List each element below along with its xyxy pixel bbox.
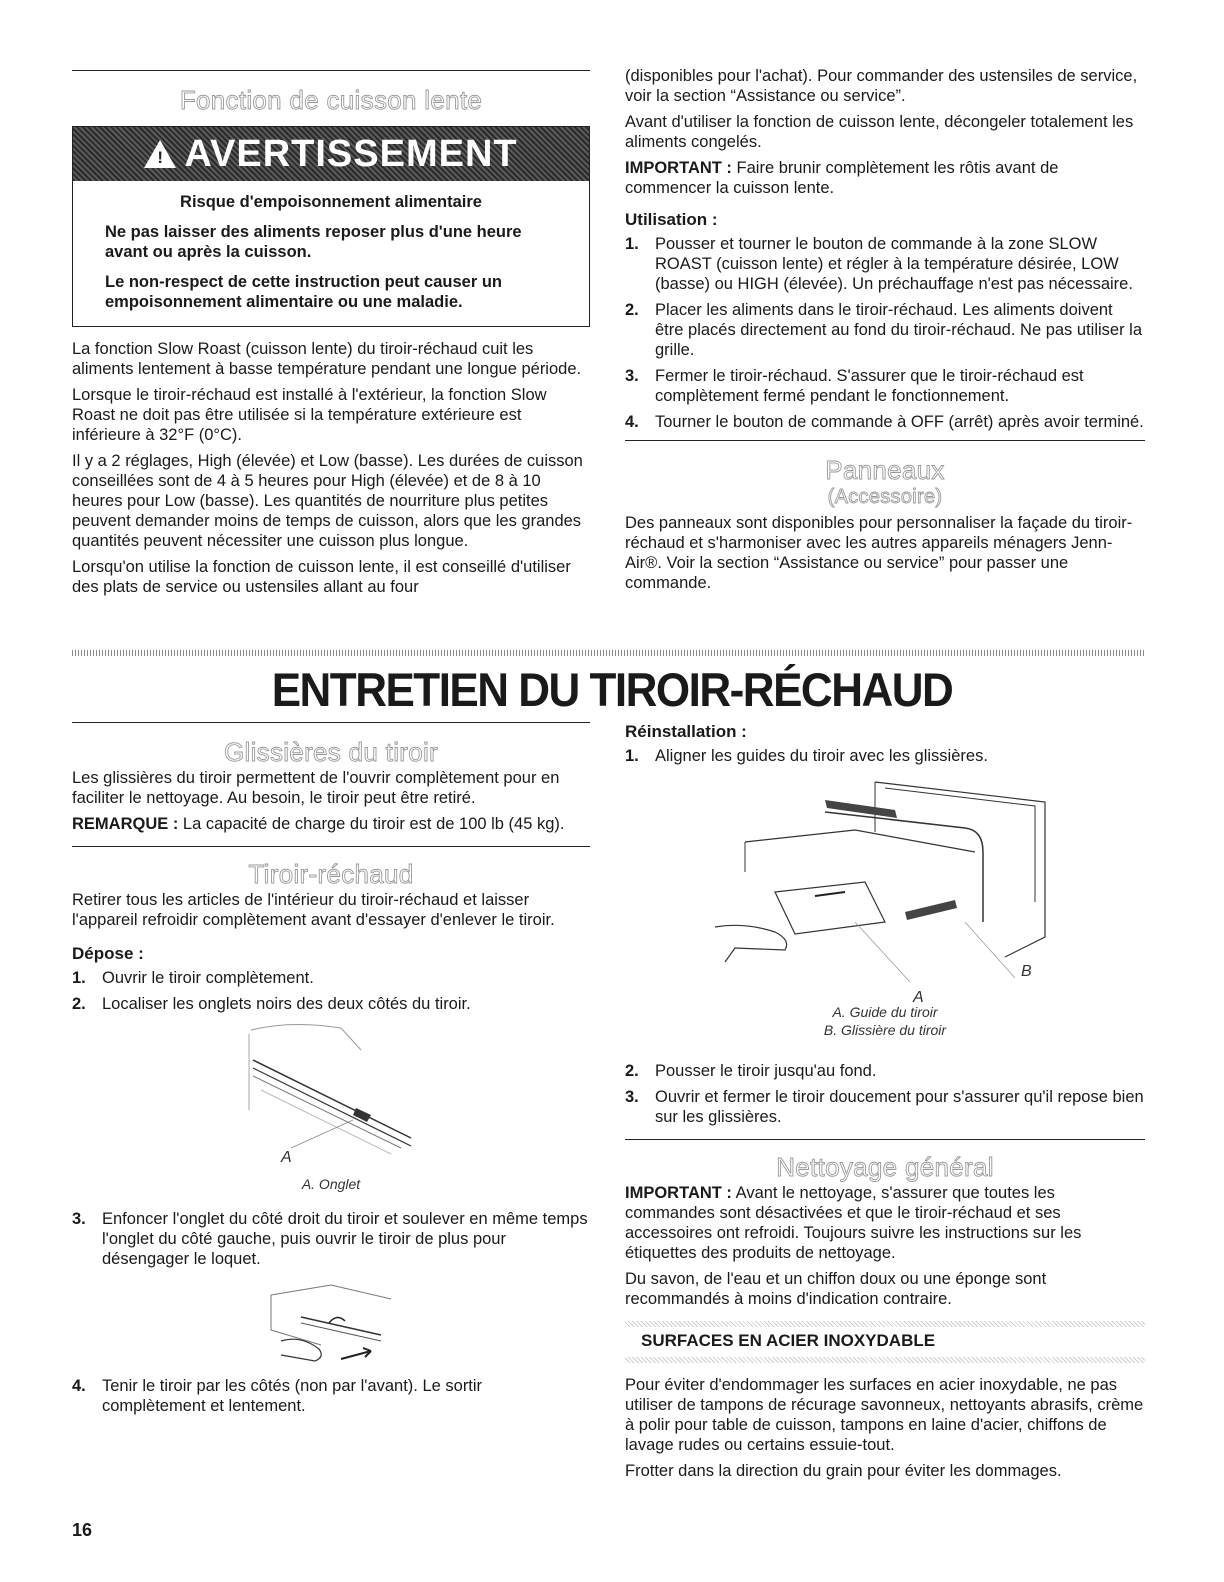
reinstall-figure xyxy=(625,772,1145,1039)
list-item: 2. Placer les aliments dans le tiroir-réchaud. Les aliments doivent être placés directement au fond du tiroir-réchaud. Ne pas utiliser la grille. xyxy=(625,301,1142,359)
reinstallation-steps xyxy=(625,746,1145,766)
figure-caption-b: B. Glissière du tiroir xyxy=(823,1022,947,1038)
important-text: Avant le nettoyage, s'assurer que toutes les commandes sont désactivées et que le tiroir-réchaud et ses accessoires ont refroidi. Toujours suivre les instructions sur les étiquettes des produits de nettoyage. xyxy=(625,1184,1082,1262)
remarque-text: La capacité de charge du tiroir est de 100 lb (45 kg). xyxy=(178,815,565,833)
depose-steps-continued xyxy=(72,1209,590,1269)
remarque-note xyxy=(72,814,590,834)
tiroir-text: Retirer tous les articles de l'intérieur du tiroir-réchaud et laisser l'appareil refroidir complètement avant d'essayer d'enlever le tiroir. xyxy=(72,891,555,929)
right-bottom-column xyxy=(625,722,1145,1487)
glissieres-text: Les glissières du tiroir permettent de l'ouvrir complètement pour en faciliter le nettoyage. Au besoin, le tiroir peut être retiré. xyxy=(72,769,560,807)
utilisation-title: Utilisation : xyxy=(625,210,718,229)
list-item: 3. Fermer le tiroir-réchaud. S'assurer que le tiroir-réchaud est complètement fermé pendant le fonctionnement. xyxy=(625,367,1084,405)
unlatch-figure xyxy=(72,1275,590,1370)
paragraph: Lorsqu'on utilise la fonction de cuisson lente, il est conseillé d'utiliser des plats de service ou ustensiles allant au four xyxy=(72,558,571,596)
remarque-label: REMARQUE : xyxy=(72,815,179,833)
section-rule xyxy=(625,1139,1145,1140)
section-rule xyxy=(72,70,590,71)
section-rule xyxy=(72,846,590,847)
list-item: 2. Localiser les onglets noirs des deux côtés du tiroir. xyxy=(72,995,471,1013)
savon-text: Du savon, de l'eau et un chiffon doux ou une éponge sont recommandés à moins d'indication contraire. xyxy=(625,1270,1047,1308)
list-item: 4. Tenir le tiroir par les côtés (non par l'avant). Le sortir complètement et lentement. xyxy=(72,1377,483,1415)
section-divider xyxy=(72,650,1146,656)
warning-band xyxy=(73,127,589,181)
section-rule xyxy=(72,722,590,723)
important-note xyxy=(625,158,1145,198)
section-rule xyxy=(625,440,1145,441)
list-item: 2. Pousser le tiroir jusqu'au fond. xyxy=(625,1062,877,1080)
page-number: 16 xyxy=(72,1520,93,1540)
slow-cook-paragraphs xyxy=(72,339,590,597)
paragraph: Avant d'utiliser la fonction de cuisson lente, décongeler totalement les aliments congelés. xyxy=(625,113,1134,151)
reinstallation-title: Réinstallation : xyxy=(625,722,747,741)
warning-line-1: Ne pas laisser des aliments reposer plus d'une heure avant ou après la cuisson. xyxy=(105,223,522,261)
depose-steps xyxy=(72,968,590,1014)
steel-text-1: Pour éviter d'endommager les surfaces en acier inoxydable, ne pas utiliser de tampons de récurage savonneux, nettoyants abrasifs, crème à polir pour table de cuisson, tampons en laine d'acier, chiffons de lavage rudes ou certains essuie-tout. xyxy=(625,1376,1144,1454)
glissieres-heading: Glissières du tiroir xyxy=(223,737,439,767)
figure-label-a: A xyxy=(913,989,924,1006)
warning-subtitle: Risque d'empoisonnement alimentaire xyxy=(180,193,482,211)
steel-title: SURFACES EN ACIER INOXYDABLE xyxy=(641,1331,936,1350)
nettoyage-heading: Nettoyage général xyxy=(776,1152,994,1182)
left-top-column xyxy=(72,70,590,603)
figure-label: A xyxy=(281,1149,292,1166)
slow-cook-heading: Fonction de cuisson lente xyxy=(179,85,483,115)
list-item: 1. Ouvrir le tiroir complètement. xyxy=(72,969,314,987)
list-item: 3. Enfoncer l'onglet du côté droit du tiroir et soulever en même temps l'onglet du côté gauche, puis ouvrir le tiroir de plus pour désengager le loquet. xyxy=(72,1210,588,1268)
list-item: 1. Aligner les guides du tiroir avec les glissières. xyxy=(625,747,988,765)
steel-band-bottom xyxy=(625,1357,1145,1363)
warning-line-2: Le non-respect de cette instruction peut causer un empoisonnement alimentaire ou une maladie. xyxy=(105,273,502,311)
panneaux-text: Des panneaux sont disponibles pour personnaliser la façade du tiroir-réchaud et s'harmoniser avec les autres appareils ménagers Jenn-Air®. Voir la section “Assistance ou service” pour passer une commande. xyxy=(625,514,1133,592)
page-title: ENTRETIEN DU TIROIR-RÉCHAUD xyxy=(271,664,953,717)
important-label: IMPORTANT : xyxy=(625,1184,732,1202)
warning-box xyxy=(72,126,590,327)
tiroir-heading: Tiroir-réchaud xyxy=(248,859,414,889)
warning-title: AVERTISSEMENT xyxy=(184,132,518,175)
paragraph: Lorsque le tiroir-réchaud est installé à l'extérieur, la fonction Slow Roast ne doit pas être utilisée si la température extérieure est inférieure à 32°F (0°C). xyxy=(72,386,547,444)
drawer-slide-illustration xyxy=(231,1020,431,1170)
paragraph: (disponibles pour l'achat). Pour commander des ustensiles de service, voir la section “Assistance ou service”. xyxy=(625,67,1138,105)
paragraph: La fonction Slow Roast (cuisson lente) du tiroir-réchaud cuit les aliments lentement à basse température pendant une longue période. xyxy=(72,340,582,378)
figure-caption: A. Onglet xyxy=(301,1176,361,1192)
figure-caption-a: A. Guide du tiroir xyxy=(832,1004,938,1020)
list-item: 3. Ouvrir et fermer le tiroir doucement pour s'assurer qu'il repose bien sur les glissières. xyxy=(625,1088,1144,1126)
important-note xyxy=(625,1183,1145,1263)
important-text: Faire brunir complètement les rôtis avant de commencer la cuisson lente. xyxy=(625,159,1059,197)
reinstallation-steps-continued xyxy=(625,1061,1145,1127)
right-top-column xyxy=(625,66,1145,599)
drawer-reinstall-illustration xyxy=(715,772,1055,1006)
utilisation-steps xyxy=(625,234,1145,432)
depose-steps-final xyxy=(72,1376,590,1416)
left-bottom-column xyxy=(72,722,590,1422)
list-item: 4. Tourner le bouton de commande à OFF (arrêt) après avoir terminé. xyxy=(625,413,1144,431)
warning-triangle-icon: ! xyxy=(144,140,176,168)
tab-figure xyxy=(72,1020,590,1193)
depose-title: Dépose : xyxy=(72,944,144,963)
important-label: IMPORTANT : xyxy=(625,159,732,177)
panneaux-subheading: (Accessoire) xyxy=(827,486,943,508)
paragraph: Il y a 2 réglages, High (élevée) et Low (basse). Les durées de cuisson conseillées sont de 4 à 5 heures pour High (élevée) et de 8 à 10 heures pour Low (basse). Les quantités de nourriture plus petites peuvent demander moins de temps de cuisson, alors que les grandes quantités peuvent nécessiter une cuisson plus longue. xyxy=(72,452,583,550)
list-item: 1. Pousser et tourner le bouton de commande à la zone SLOW ROAST (cuisson lente) et régler à la température désirée, LOW (basse) ou HIGH (élevée). Un préchauffage n'est pas nécessaire. xyxy=(625,235,1133,293)
figure-label-b: B xyxy=(1021,963,1032,980)
drawer-unlatch-illustration xyxy=(261,1275,401,1365)
panneaux-heading: Panneaux xyxy=(825,455,945,485)
steel-text-2: Frotter dans la direction du grain pour éviter les dommages. xyxy=(625,1462,1062,1480)
